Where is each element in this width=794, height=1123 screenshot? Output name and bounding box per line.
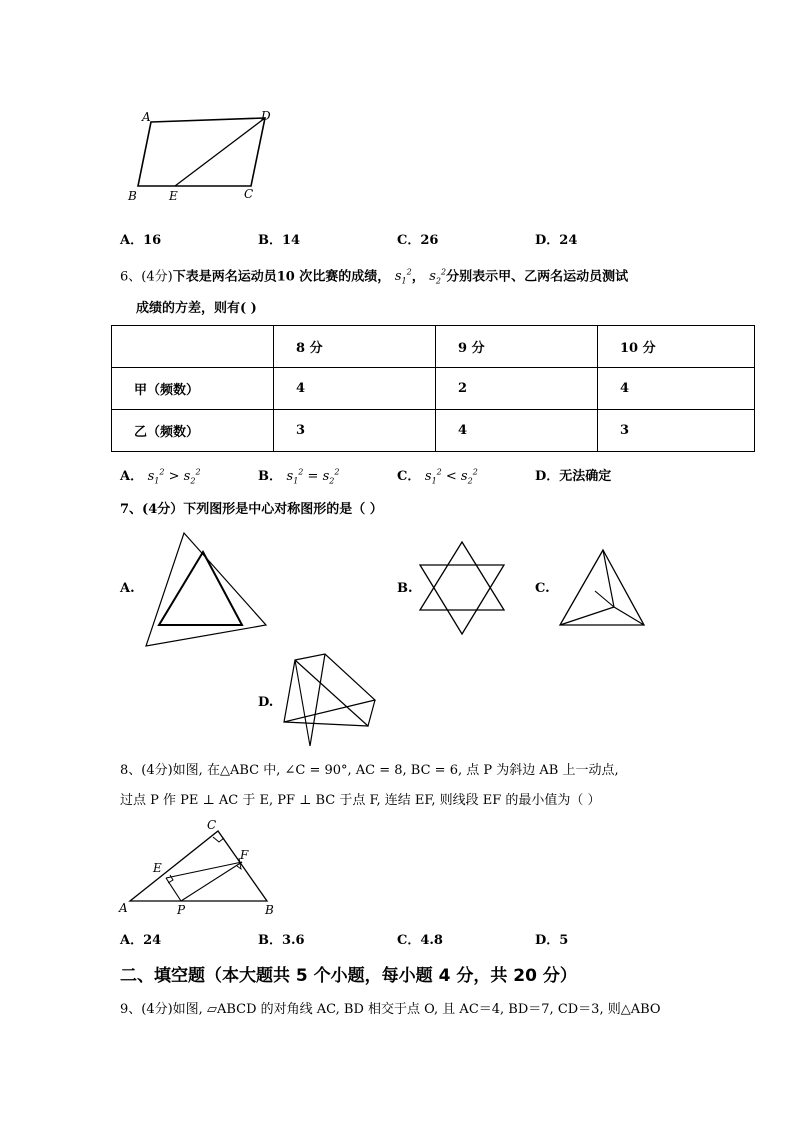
q5-option-a: A．16 — [120, 233, 162, 248]
q7-stem: 7、(4分）下列图形是中心对称图形的是（ ） — [120, 502, 383, 517]
label-b: B — [265, 903, 274, 917]
table-cell: 4 — [436, 410, 598, 452]
right-triangle-figure — [115, 815, 285, 920]
figure-d-triangle-arrangement — [280, 650, 385, 750]
q7-label-d: D. — [258, 695, 274, 710]
q8-stem-line2: 过点 P 作 PE ⊥ AC 于 E, PF ⊥ BC 于点 F, 连结 EF, 则线段 EF 的最小值为（ ） — [120, 793, 601, 808]
label-e: E — [153, 861, 162, 875]
s2-squared: $s_2^2$ — [429, 268, 447, 286]
table-cell — [112, 326, 274, 368]
q6-stem-line2: 成绩的方差，则有( ) — [136, 301, 257, 316]
q6-stem-line1: 6、(4分)下表是两名运动员10 次比赛的成绩， $s_1^2$， $s_2^2$分别表示甲、乙两名运动员测试 — [120, 268, 629, 286]
label-a: A — [142, 110, 151, 124]
parallelogram-abcd — [138, 118, 265, 186]
table-cell: 8 分 — [274, 326, 436, 368]
label-d: D — [261, 109, 271, 123]
q5-option-c: C．26 — [397, 233, 439, 248]
table-cell: 10 分 — [598, 326, 755, 368]
q7-label-a: A. — [120, 581, 135, 596]
q5-option-b: B．14 — [258, 233, 301, 248]
segment-de — [175, 118, 265, 186]
label-f: F — [240, 848, 249, 862]
table-cell: 2 — [436, 368, 598, 410]
q6-line1-b: 分别表示甲、乙两名运动员测试 — [446, 269, 629, 285]
q6-option-b: B． $s_1^2 = s_2^2$ — [258, 467, 340, 486]
q5-option-d: D．24 — [535, 233, 578, 248]
q8-option-a: A．24 — [120, 933, 162, 948]
section-heading: 二、填空题（本大题共 5 个小题，每小题 4 分，共 20 分） — [120, 966, 577, 986]
label-b: B — [128, 189, 137, 203]
q8-option-c: C．4.8 — [397, 933, 443, 948]
table-header-row — [112, 326, 755, 368]
table-cell: 4 — [274, 368, 436, 410]
q8-option-d: D．5 — [535, 933, 569, 948]
q6-option-c: C． $s_1^2 < s_2^2$ — [397, 467, 478, 486]
label-a: A — [119, 901, 128, 915]
figure-a-overlapping-triangles — [140, 528, 275, 653]
q8-option-b: B．3.6 — [258, 933, 305, 948]
score-table — [111, 325, 755, 452]
q6-line1-a: 下表是两名运动员10 次比赛的成绩， — [172, 269, 391, 285]
s1-squared: $s_1^2$ — [394, 268, 412, 286]
label-c: C — [244, 187, 254, 201]
table-row — [112, 368, 755, 410]
parallelogram-figure — [120, 105, 290, 215]
table-cell: 3 — [598, 410, 755, 452]
table-cell: 4 — [598, 368, 755, 410]
q7-label-b: B. — [397, 581, 413, 596]
table-cell: 乙（频数） — [112, 410, 274, 452]
figure-c-triangle-pinwheel — [555, 545, 650, 630]
table-row — [112, 410, 755, 452]
q9-stem: 9、(4分)如图, ▱ABCD 的对角线 AC, BD 相交于点 O, 且 AC＝4, BD＝7, CD＝3, 则△ABO — [120, 1002, 661, 1017]
figure-b-six-pointed-star — [415, 538, 510, 638]
label-e: E — [169, 189, 178, 203]
table-cell: 甲（频数） — [112, 368, 274, 410]
label-p: P — [177, 903, 186, 917]
q7-label-c: C. — [535, 581, 550, 596]
q6-option-d: D．无法确定 — [535, 469, 612, 484]
table-cell: 9 分 — [436, 326, 598, 368]
q6-prefix: 6、(4分) — [120, 269, 173, 285]
table-cell: 3 — [274, 410, 436, 452]
q8-stem-line1: 8、(4分)如图, 在△ABC 中, ∠C = 90°, AC = 8, BC = 6, 点 P 为斜边 AB 上一动点, — [120, 763, 619, 778]
q6-option-a: A． $s_1^2 > s_2^2$ — [120, 467, 201, 486]
label-c: C — [207, 818, 217, 832]
